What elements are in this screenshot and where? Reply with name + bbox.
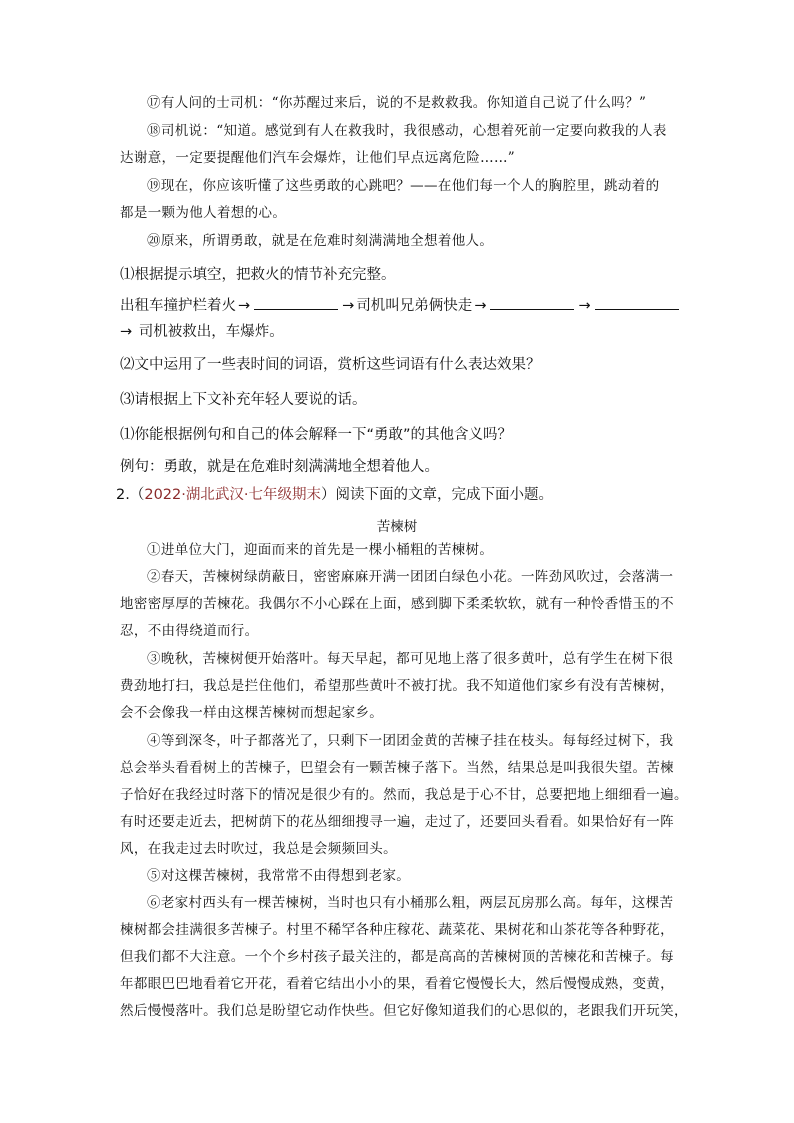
answer-blank[interactable] (254, 295, 338, 310)
article-paragraph-5 (120, 863, 675, 890)
question-4: ⑴你能根据例句和自己的体会解释一下“勇敢”的其他含义吗？ (120, 427, 513, 443)
paragraph-line: 楝树都会挂满很多苦楝子。村里不稀罕各种庄稼花、蔬菜花、果树花和山茶花等各种野花， (120, 922, 674, 938)
example-sentence: 例句：勇敢，就是在危难时刻满满地全想着他人。 (120, 459, 439, 475)
flow-step-last: 司机被救出，车爆炸。 (138, 324, 284, 340)
question-2: ⑵文中运用了一些表时间的词语，赏析这些词语有什么表达效果？ (120, 357, 541, 373)
paragraph-line: ③晚秋，苦楝树便开始落叶。每天早起，都可见地上落了很多黄叶，总有学生在树下很 (147, 651, 674, 667)
answer-blank[interactable] (595, 295, 679, 310)
paragraph-line: ⑤对这棵苦楝树，我常常不由得想到老家。 (147, 868, 411, 884)
question-3: ⑶请根据上下文补充年轻人要说的话。 (120, 392, 367, 408)
paragraph-line: 达谢意，一定要提醒他们汽车会爆炸，让他们早点远离危险……” (120, 150, 516, 166)
arrow-icon: → (578, 298, 591, 314)
flow-fill-line-end (120, 321, 680, 343)
paragraph-18 (120, 118, 675, 172)
paragraph-line: 总会举头看看树上的苦楝子，巴望会有一颗苦楝子落下。当然，结果总是叫我很失望。苦楝 (120, 760, 674, 776)
question-number: 2. (116, 487, 130, 503)
question-1: ⑴根据提示填空，把救火的情节补充完整。 (120, 267, 396, 283)
paragraph-line: ④等到深冬，叶子都落光了，只剩下一团团金黄的苦楝子挂在枝头。每每经过树下，我 (147, 733, 674, 749)
article-title: 苦楝树 (376, 519, 418, 535)
paragraph-17 (120, 90, 675, 117)
paragraph-line: ⑥老家村西头有一棵苦楝树，当时也只有小桶那么粗，两层瓦房那么高。每年，这棵苦 (147, 895, 674, 911)
paragraph-line: 忍，不由得绕道而行。 (120, 623, 259, 639)
flow-step-1: 出租车撞护栏着火 (120, 298, 236, 314)
source-open: （ (129, 487, 145, 503)
paragraph-20 (120, 228, 675, 255)
paragraph-line: ⑳原来，所谓勇敢，就是在危难时刻满满地全想着他人。 (147, 233, 494, 249)
paragraph-19 (120, 173, 675, 227)
flow-step-2: 司机叫兄弟俩快走 (356, 298, 473, 314)
flow-fill-line (120, 295, 680, 317)
paragraph-line: 都是一颗为他人着想的心。 (120, 205, 287, 221)
arrow-icon: → (474, 298, 487, 314)
answer-blank[interactable] (490, 295, 574, 310)
paragraph-line: ②春天，苦楝树绿荫蔽日，密密麻麻开满一团团白绿色小花。一阵劲风吹过，会落满一 (147, 569, 674, 585)
paragraph-line: 有时还要走近去，把树荫下的花丛细细搜寻一遍，走过了，还要回头看看。如果恰好有一阵 (120, 814, 674, 830)
paragraph-line: 费劲地打扫，我总是拦住他们，希望那些黄叶不被打扰。我不知道他们家乡有没有苦楝树， (120, 678, 674, 694)
section-2-header (116, 484, 676, 506)
instruction: 阅读下面的文章，完成下面小题。 (335, 487, 553, 503)
paragraph-line: 子恰好在我经过时落下的情况是很少有的。然而，我总是于心不甘，总要把地上细细看一遍。 (120, 787, 688, 803)
arrow-icon: → (120, 324, 133, 340)
paragraph-line: ⑱司机说：“知道。感觉到有人在救我时，我很感动，心想着死前一定要向救我的人表 (147, 123, 667, 139)
article-paragraph-1 (120, 537, 675, 564)
paragraph-line: 然后慢慢落叶。我们总是盼望它动作快些。但它好像知道我们的心思似的，老跟我们开玩笑， (120, 1003, 688, 1019)
arrow-icon: → (238, 298, 251, 314)
paragraph-line: 会不会像我一样由这棵苦楝树而想起家乡。 (120, 705, 384, 721)
paragraph-line: 但我们都不大注意。一个个乡村孩子最关注的，都是高高的苦楝树顶的苦楝花和苦楝子。每 (120, 949, 674, 965)
source-close: ） (320, 487, 336, 503)
article-paragraph-3 (120, 646, 675, 727)
article-paragraph-2 (120, 564, 675, 645)
source-tag[interactable]: 2022·湖北武汉·七年级期末 (144, 487, 321, 503)
paragraph-line: 风，在我走过去时吹过，我总是会频频回头。 (120, 841, 397, 857)
arrow-icon: → (342, 298, 355, 314)
article-paragraph-4 (120, 728, 688, 863)
paragraph-line: ⑲现在，你应该听懂了这些勇敢的心跳吧？——在他们每一个人的胸腔里，跳动着的 (147, 178, 660, 194)
paragraph-line: ①进单位大门，迎面而来的首先是一棵小桶粗的苦楝树。 (147, 542, 494, 558)
paragraph-line: ⑰有人问的士司机：“你苏醒过来后，说的不是救救我。你知道自己说了什么吗？” (147, 95, 647, 111)
paragraph-line: 地密密厚厚的苦楝花。我偶尔不小心踩在上面，感到脚下柔柔软软，就有一种怜香惜玉的不 (120, 596, 674, 612)
paragraph-line: 年都眼巴巴地看着它开花，看着它结出小小的果，看着它慢慢长大，然后慢慢成熟，变黄， (120, 976, 674, 992)
article-paragraph-6 (120, 890, 688, 1025)
